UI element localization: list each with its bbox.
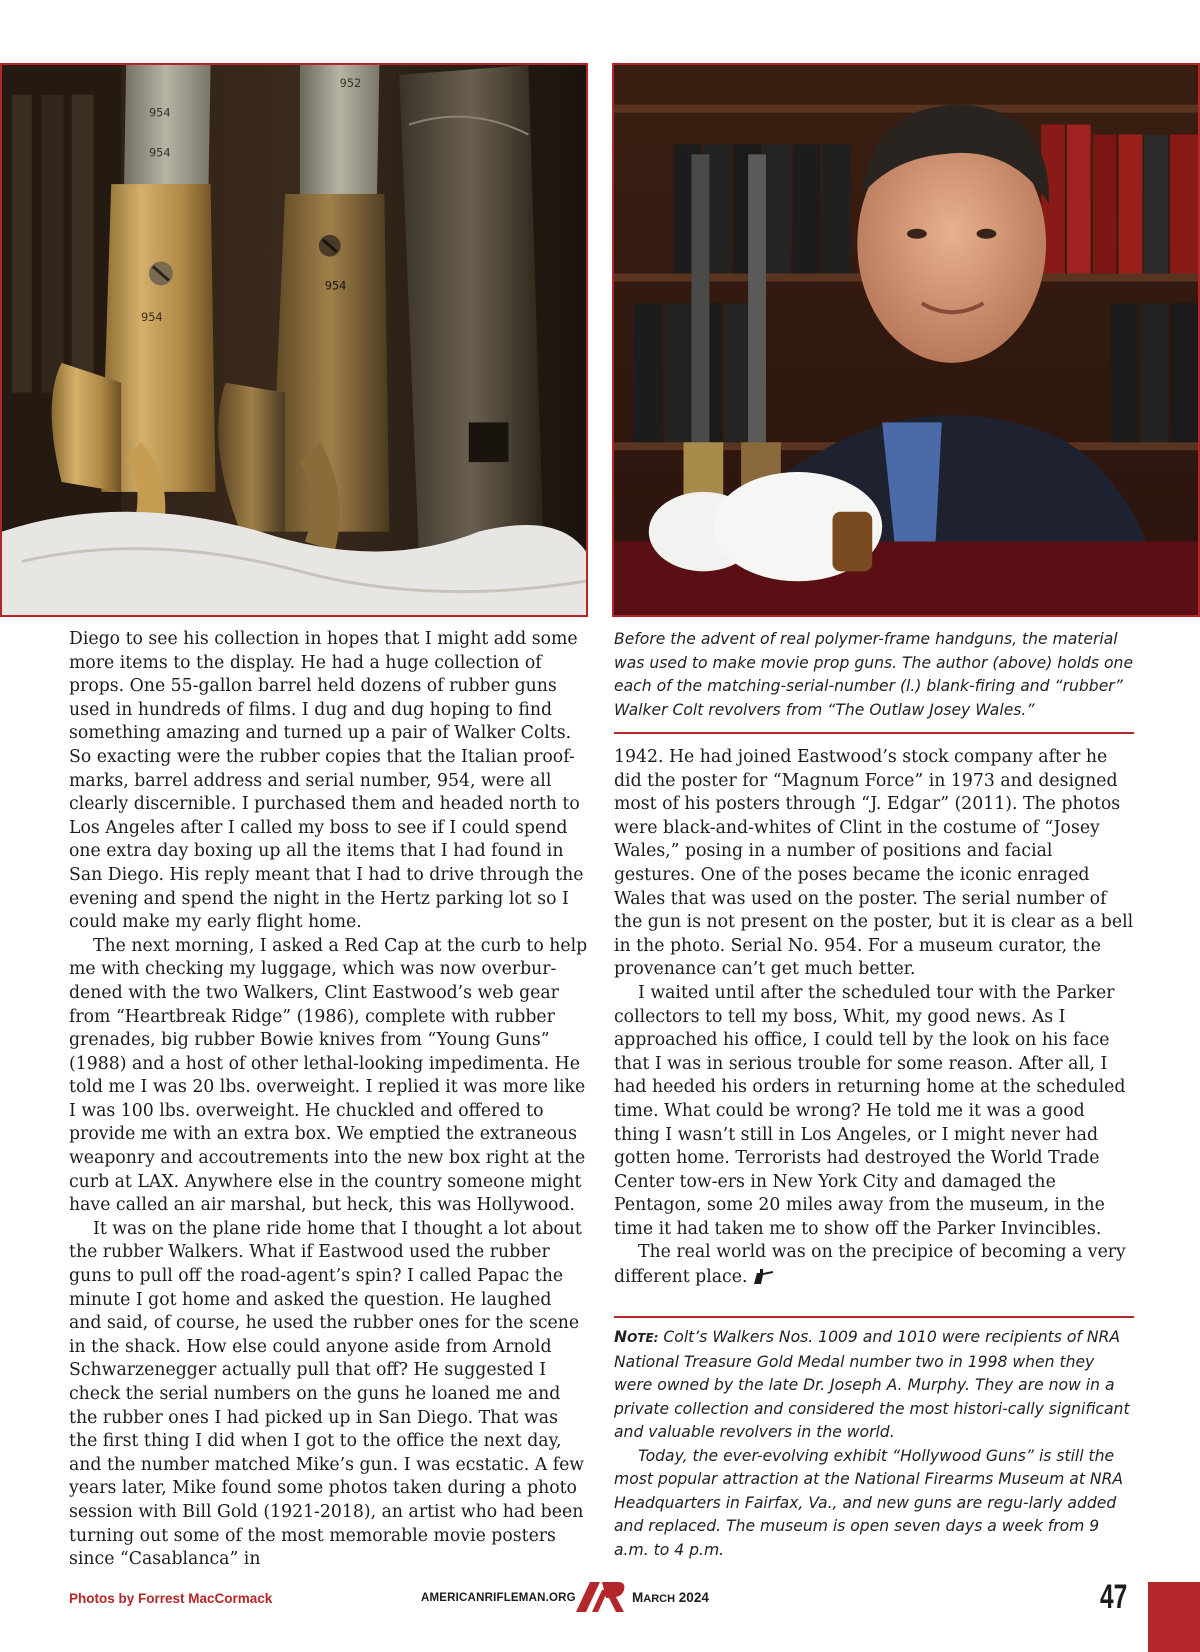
serial-mark-4: 954 <box>141 310 163 325</box>
photo-author-portrait <box>612 63 1200 617</box>
author-portrait-illustration <box>614 65 1198 615</box>
footer-website: AMERICANRIFLEMAN.ORG <box>421 1592 576 1604</box>
rifleman-end-icon <box>751 1265 775 1285</box>
closing-paragraph <box>614 1241 1134 1289</box>
serial-mark-3: 954 <box>148 145 171 160</box>
gun-frames-illustration <box>2 65 586 615</box>
photo-credit: Photos by Forrest MacCormack <box>69 1591 273 1606</box>
svg-text:AR: AR <box>600 1610 602 1611</box>
note-divider <box>614 1316 1134 1318</box>
note-paragraph <box>614 1326 1134 1445</box>
photo-gun-frames <box>0 63 588 617</box>
issue-date: MARCH 2024 <box>632 1590 709 1605</box>
caption-divider <box>614 732 1134 734</box>
article-column-right <box>614 746 1134 1290</box>
photo-caption: Before the advent of real polymer-frame handguns, the material was used to make movie prop guns. The author (above) holds one each of the matching-serial-number (l.) blank-firing and “rubber” Walker Colt revolvers from “The Outlaw Josey Wales.” <box>614 630 1134 719</box>
closing-text: The real world was on the precipice of becoming a very different place. <box>614 1242 1126 1288</box>
paragraph: Diego to see his collection in hopes that I might add some more items to the display. He had a huge collection of props. One 55-gallon barrel held dozens of rubber guns used in hundreds of films. I dug and dug hoping to find something amazing and turned up a pair of Walker Colts. So exacting were the rubber copies that the Italian proof-marks, barrel address and serial number, 954, were all clearly discernible. I purchased them and headed north to Los Angeles after I called my boss to see if I could spend one extra day boxing up all the items that I had found in San Diego. His reply meant that I had to drive through the evening and spend the night in the Hertz parking lot so I could make my early flight home. <box>69 629 584 933</box>
american-rifleman-logo-icon <box>572 1580 628 1614</box>
serial-mark-5: 954 <box>324 278 347 293</box>
paragraph: 1942. He had joined Eastwood’s stock company after he did the poster for “Magnum Force” in 1973 and designed most of his posters through “J. Edgar” (2011). The photos were black-and-whites of Clint in the costume of “Josey Wales,” posing in a number of positions and facial gestures. One of the poses became the iconic enraged Wales that was used on the poster. The serial number of the gun is not present on the poster, but it is clear as a bell in the photo. Serial No. 954. For a museum curator, the provenance can’t get much better. <box>614 747 1134 980</box>
paragraph: It was on the plane ride home that I thought a lot about the rubber Walkers. What if Eastwood used the rubber guns to pull off the road-agent’s spin? I called Papac the minute I got home and asked the question. He laughed and said, of course, he used the rubber ones for the scene in the shack. How else could anyone aside from Arnold Schwarzenegger actually pull that off? He suggested I check the serial numbers on the guns he loaned me and the rubber ones I had picked up in San Diego. That was the first thing I did when I got to the office the next day, and the number matched Mike’s gun. I was ecstatic. A few years later, Mike found some photos taken during a photo session with Bill Gold (1921-2018), an artist who had been turning out some of the most memorable movie posters since “Casablanca” in <box>69 1218 585 1570</box>
page-number: 47 <box>1100 1578 1128 1616</box>
serial-mark-2: 954 <box>148 105 171 120</box>
editor-note <box>614 1326 1134 1562</box>
note-text: Colt’s Walkers Nos. 1009 and 1010 were recipients of NRA National Treasure Gold Medal number two in 1998 when they were owned by the late Dr. Joseph A. Murphy. They are now in a private collection and considered the most histori-cally significant and valuable revolvers in the world. <box>614 1328 1130 1441</box>
page-edge-tab <box>1148 1582 1200 1652</box>
serial-mark-1: 952 <box>339 75 362 90</box>
paragraph: I waited until after the scheduled tour with the Parker collectors to tell my boss, Whit, my good news. As I approached his office, I could tell by the look on his face that I was in serious trouble for some reason. After all, I had heeded his orders in returning home at the scheduled time. What could be wrong? He told me it was a good thing I wasn’t still in Los Angeles, or I might never had gotten home. Terrorists had destroyed the World Trade Center tow-ers in New York City and damaged the Pentagon, some 20 miles away from the museum, in the time it had taken me to show off the Parker Invincibles. <box>614 982 1126 1239</box>
article-column-left <box>69 628 589 1572</box>
paragraph: The next morning, I asked a Red Cap at the curb to help me with checking my luggage, which was now overbur-dened with the two Walkers, Clint Eastwood’s web gear from “Heartbreak Ridge” (1986), complete with rubber grenades, big rubber Bowie knives from “Young Guns” (1988) and a host of other lethal-looking impedimenta. He told me I was 20 lbs. overweight. I replied it was more like I was 100 lbs. overweight. He chuckled and offered to provide me with an extra box. We emptied the extraneous weaponry and accoutrements into the new box right at the curb at LAX. Anywhere else in the country someone might have called an air marshal, but heck, this was Hollywood. <box>69 935 588 1216</box>
note-label: NOTE: <box>614 1328 659 1346</box>
note-paragraph: Today, the ever-evolving exhibit “Hollywood Guns” is still the most popular attraction at the National Firearms Museum at NRA Headquarters in Fairfax, Va., and new guns are regu-larly added and replaced. The museum is open seven days a week from 9 a.m. to 4 p.m. <box>614 1446 1124 1559</box>
